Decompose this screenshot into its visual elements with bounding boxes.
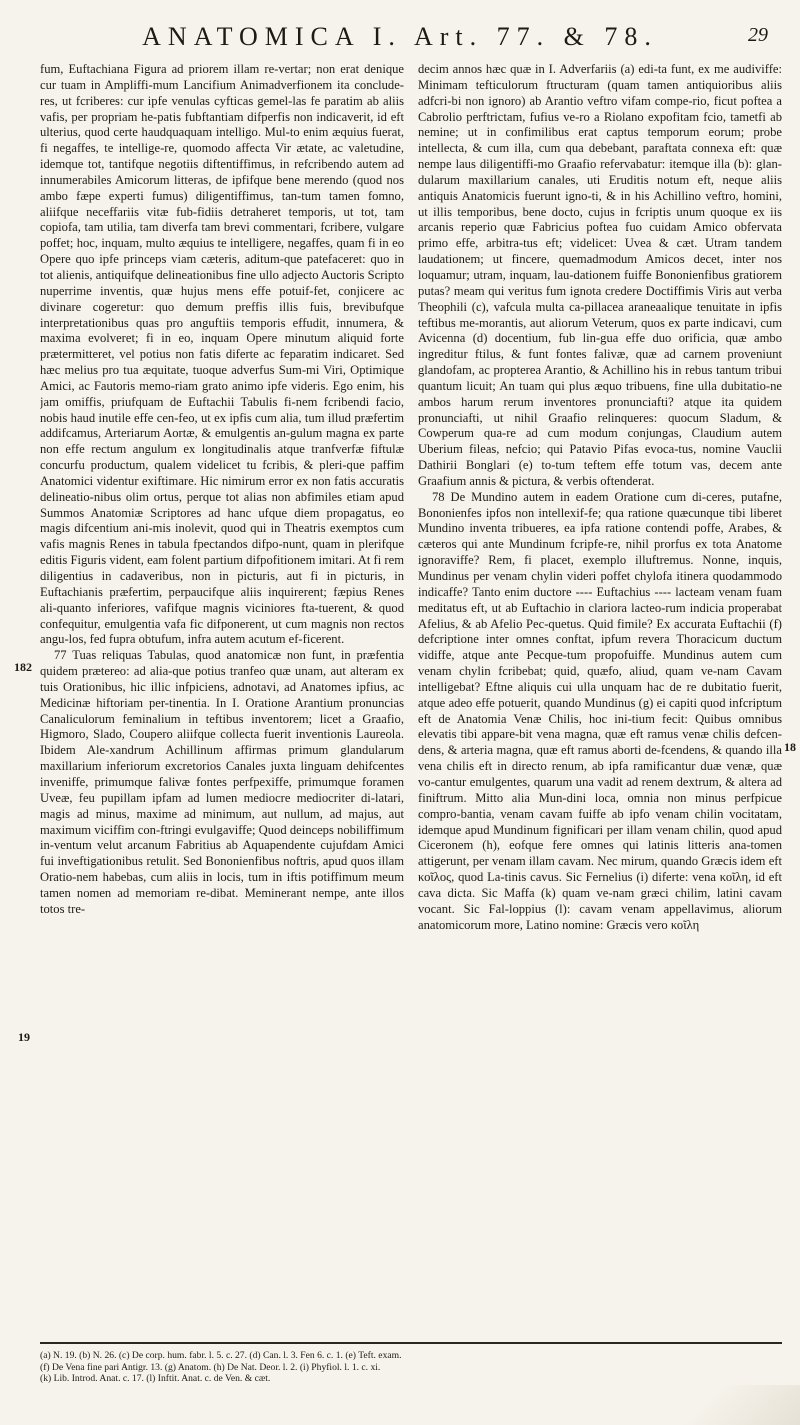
text-columns [40, 62, 782, 1337]
right-column-text: decim annos hæc quæ in I. Adverfariis (a) edi-ta funt, ex me audiviffe: Minimam tefticulorum ftructuram (quam tamen antiquioribus aliis adfcri-bi non ignoro) ab Arantio veftro vifam compe-rio, ficut poftea a Cabrolio perftrictam, fufius ve-ro a Riolano expofitam fcio, tametfi ab nemine; ut in confimilibus erat captus temporum eorum; probe intellecta, & cum illa, cum qua debebant, paraftata connexa eft: quæ nempe laus diligentiffi-mo Graafio refervabatur: itemque illa (b): glan-dularum maxillarium canales, uti Eruditis notum eft, neque aliis antiquis Anatomicis fuerunt igno-ti, & in his Achillino veftro, homini, ut illis temporibus, bene docto, cujus in fcriptis unum quoque ex iis arcanis reperio quæ Fabricius poftea fuo cuidam Amico obfervata primo effe, arbitra-tus eft; videlicet: Uvea & cæt. Utram tandem laudationem; ut fincere, quemadmodum Amicos decet, inter nos loquamur; utram, inquam, lau-dationem fuiffe Bononienfibus gratiorem putas? meam qui veritus fum ignota credere Doctiffimis Viris aut verba Theophili (c), vafcula multa ca-pillacea araneaalique tenuitate in ipfis teftibus me-morantis, aut aliorum Veterum, quos ex parte indicavi, cum Avicenna (d) docentium, fub lin-gua effe duo orificia, quæ ambo ingreditur ftilus, & funt fontes falivæ, quæ ad carnem proveniunt glandofam, ac propterea Arantio, & Achillino his in rebus tantum tribui quantum licuit; An tuam qui plus æquo tribuens, fine ulla dubitatio-ne ambos harum rerum inventores pronunciafti? atque ita quidem pronunciafti, ut nihil Graafio relinqueres: quocum Sladum, & Cowperum qua-re ad cum modum conjungas, Claudium autem Uberium fileas, nefcio; qui Patavio Pifas evoca-tus, nomine Vauclii Dathirii Bonglari (e) to-tum teftem effe totum vas, decem ante Graafium annis & pictura, & verbis oftenderat. [418, 62, 782, 488]
running-title: ANATOMICA I. Art. 77. & 78. [142, 22, 658, 51]
page-number: 29 [748, 24, 768, 46]
footnote-line: (k) Lib. Introd. Anat. c. 17. (l) Inftit. Anat. c. de Ven. & cæt. [40, 1373, 271, 1384]
right-column-paragraph-78: 78 De Mundino autem in eadem Oratione cum di-ceres, putafne, Bononienfes ipfos non intellexif-fe; qua ratione quæcunque tibi liberet Mundino inventa tribueres, ea ipfa ratione contendi poffe, Arabes, & cæteros qui ante Mundinum fcripfe-re, nihil prorfus ex tota Anatome ignoraviffe? Rem, fi placet, exemplo illuftremus. Nonne, inquis, Mundinus per venam chylin videri poffet chylofa itinera quodammodo indicaffe? Tanto enim ductore ---- Euftachius ---- lacteam venam fuam meditatus eft, ut ab Euftachio in clariora lacteo-rum indicia properabat Afelius, & ab Afelio Pec-quetus. Quid fimile? Ex accurata Euftachii (f) defcriptione inter omnes conftat, ipfum revera Thoracicum ductum vidiffe, atque ante Pecque-tum propofuiffe. Mundinus autem cum venam chylin fcribebat; quid, quæfo, aliud, quam ve-nam Cavam intelligebat? Eftne aliquis cui ulla unquam hac de re dubitatio fuerit, atque adeo effe potuerit, quando Mundinus (g) ei capiti quod infcriptum eft de Anatomia Venæ Chilis, hoc ini-tium fecit: Quibus omnibus elevatis tibi appare-bit vena magna, quæ eft ramus venæ chilis defcen-dens, & arteria magna, quæ eft ramus aborti de-fcendens, & quando illa vena chilis eft in directo renum, ab ipfa ramificantur duæ venæ, quæ vo-cantur emulgentes, quarum una vadit ad renem dextrum, & altera ad finiftrum. Mitto alia Mun-dini loca, omnia non minus perfpicue compro-bantia, venam cavam fuiffe ab ipfo venam chilin vocitatam, idemque apud Mundinum fignificari per illam venam chilin, quod apud Ciceronem (h), eofque fere omnes qui latinis litteris ana-tomen attigerunt, per venam illam cavam. Nec mirum, quando Græcis idem eft κοῖλος, quod La-tinis cavus. Sic Fernelius (i) diferte: vena κοῖλη, id eft cava dicta. Sic Maffa (k) quam ve-nam græci chilim, latini cavam vocant. Sic Fal-loppius (l): cavam venam appellavimus, aliorum anatomicorum more, Latino nomine: Græcis vero κοῖλη [418, 489, 782, 932]
left-column [40, 62, 404, 1337]
page-header [24, 20, 776, 58]
margin-number-18: 18 [784, 740, 796, 754]
right-column [418, 62, 782, 1337]
paper-stain [670, 1385, 800, 1425]
footnote-rule [40, 1342, 782, 1344]
footnotes [40, 1350, 782, 1385]
margin-number-182: 182 [14, 660, 32, 674]
footnote-line: (f) De Vena fine pari Antigr. 13. (g) Anatom. (h) De Nat. Deor. l. 2. (i) Phyfiol. l. 1. c. xi. [40, 1361, 381, 1373]
footnote-line: (a) N. 19. (b) N. 26. (c) De corp. hum. fabr. l. 5. c. 27. (d) Can. l. 3. Fen 6. c. 1. (e) Teft. exam. [40, 1350, 402, 1361]
left-column-text: fum, Euftachiana Figura ad priorem illam re-vertar; non erat denique cur tuam in Ampliffi-mum Lancifium Animadverfionem ita conclude-res, ut fcriberes: cur ipfe venulas cyfticas gemel-las fe paratim ab aliis vafis, per propriam he-patis fubftantiam difperfis non indicaverit, id eft ulterius, quod certe haudquaquam intelligo. Mul-to enim æquius fuerat, fi negaffes, te intellige-re, quomodo affecta Vir ætate, ac valetudine, idemque tot, tantifque negotiis diftentiffimus, in refcribendo autem ad innumerabiles Amicorum litteras, de ipfifque bene merendo (quod nos ambo fæpe experti fumus) diligentiffimus, tan-tum tamen fomno, aliifque neceffariis vitæ fub-fidiis detraheret temporis, ut tot, tam copiofa, tam utilia, tam diverfa tam brevi commentari, fcribere, vulgare poffet; hoc, inquam, multo æquius te intelligere, negaffes, quam fi in eo Opere quo ipfe princeps viam cæteris, aditum-que patefaceret: quo in tot alienis, antiquifque delineationibus fine ullo adjecto Auctoris Scripto nuperrime inventis, quæ hujus mens effe potuif-fet, conjicere ac divinare cogeretur: quo demum preffis illis fuis, brevibufque interpretationibus quas pro anguftiis temporis effudit, innumera, & maxima evolveret; fi in eo, inquam Opere minutum aliquid forte prætermitteret, vel potius non fatis diferte ac feparatim indicaret. Sed hæc melius pro tua æquitate, tuoque adverfus Sum-mi Viri, Optimique Amici, ac Fautoris memo-riam grato animo ipfe videris. Ego enim, his jam omiffis, priufquam de Euftachii Tabulis fi-nem fcribendi facio, nobis haud inutile effe cen-feo, ut ex ipfis cum alia, tum illud præfertim addifcamus, Arteriarum Aortæ, & emulgentis an-gulum magna ex parte non effe rectum angulum ex longitudinalis atque tranfverfæ fiftulæ concurfu productum, qualem videlicet tu fcribis, & pleri-que paffim Anatomici videntur exiftimare. Hic nimirum error ex non fatis accuratis delineatio-nibus olim ortus, perque tot alias non abfimiles etiam apud Summos Anatomiæ Scriptores ad hanc ufque diem propagatus, eo magis difcentium ani-mis inolevit, quod qui in Theatris exemptos cum vafis magnis Renes in tabula fpectandos difpo-nunt, quam in plerifque editis Figuris vident, eam folent partium difpofitionem imitari. At fi rem diligentius in cadaveribus, non in picturis, aut fi in picturis, in Euftachianis præfertim, perpaucifque aliis inquirerent; fæpius Renes ali-quanto inferiores, vafifque magnis viciniores fta-tuerent, & quod confequitur, emulgentia vafa fic difponerent, ut cum magnis non rectos angu-los, fed fupra obtufum, infra autem acutum ef-ficerent. [40, 62, 404, 647]
left-column-paragraph-77: 77 Tuas reliquas Tabulas, quod anatomicæ non funt, in præfentia quidem prætereo: ad alia-que potius tranfeo quæ unam, aut alteram ex tuis Orationibus, hic illic infpiciens, adnotavi, ad Anatomes ipfius, ac Medicinæ hiftoriam per-tinentia. In I. Oratione Arantium pronuncias Canaliculorum feminalium in teftibus inventorem; licet a Graafio, Higmoro, Slado, Coupero aliifque collecta fuerit inventionis Laureola. Ibidem Ale-xandrum Achillinum affirmas primum glandularum maxillarium inferiorum excretorios Canales juxta linguam dehifcentes inveniffe, primumque falivæ fontes perfpexiffe, primumque foramen Uveæ, feu pupillam ipfam ad lumen mediocre mediocriter di-latari, magis ad minus, maxime ad minimum, aut nullum, ad majus, aut maximum viciffim con-ftringi evulgaviffe; Quod deinceps nobiliffimum in-ventum velut arcanum Fabritius ab Aquapendente cujufdam Amici fui inveftigationibus retulit. Sed Bononienfibus noftris, apud quos illam Oratio-nem habebas, cum aliis in locis, tum in iftis potiffimum meum tamen nomen ad memoriam re-dibat. Meminerant nempe, ante illos totos tre- [40, 648, 404, 916]
margin-number-19: 19 [18, 1030, 30, 1044]
